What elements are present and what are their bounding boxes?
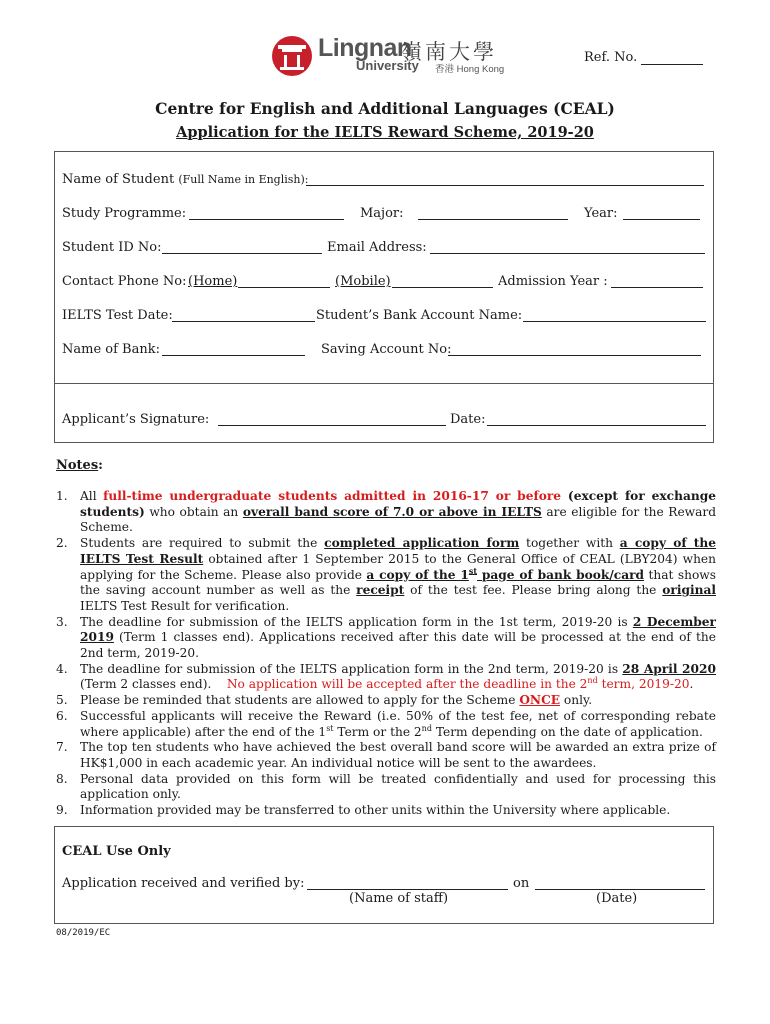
date-caption: (Date): [596, 891, 638, 906]
lingnan-emblem-icon: [270, 34, 314, 78]
list-item: 2. Students are required to submit the completed application form together with a copy of the IELTS Test Result obtained after 1 September 2015 to the General Office of CEAL (LBY204) when applying for the Scheme. Please also provide a copy of the 1st page of bank book/card that shows the saving account number as well as the receipt of the test fee. Please bring along the original IELTS Test Result for verification.: [56, 536, 717, 613]
student-id-label: Student ID No:: [62, 240, 162, 255]
bank-name-field[interactable]: [162, 355, 305, 356]
signature-label: Applicant’s Signature:: [62, 412, 210, 427]
logo-hong-kong: 香港 Hong Kong: [435, 64, 505, 75]
home-phone-label: (Home): [188, 274, 238, 289]
logo-university: University: [356, 58, 419, 73]
ref-no: Ref. No.: [584, 50, 703, 65]
ref-no-field[interactable]: [641, 52, 703, 65]
ielts-date-label: IELTS Test Date:: [62, 308, 173, 323]
major-field[interactable]: [418, 219, 568, 220]
signature-field[interactable]: [218, 425, 446, 426]
notes-heading: Notes:: [56, 458, 103, 473]
page-title: Centre for English and Additional Languages (CEAL): [155, 99, 615, 118]
university-logo: [270, 34, 510, 78]
contact-phone-label: Contact Phone No:: [62, 274, 187, 289]
signature-date-field[interactable]: [487, 425, 706, 426]
name-field[interactable]: [306, 185, 704, 186]
list-item: 8. Personal data provided on this form will be treated confidentially and used for processing this application only.: [56, 771, 716, 802]
list-item: 3. The deadline for submission of the IELTS application form in the 1st term, 2019-20 is 2 December 2019 (Term 1 classes end). Applications received after this date will be processed at the end of the 2nd term, 2019-20.: [56, 614, 716, 661]
bank-account-name-label: Student’s Bank Account Name:: [316, 308, 523, 323]
ielts-date-field[interactable]: [172, 321, 315, 322]
mobile-phone-label: (Mobile): [335, 274, 391, 289]
notes-list: [56, 489, 716, 819]
logo-chinese: 嶺南大學: [401, 40, 497, 64]
saving-account-field[interactable]: [448, 355, 701, 356]
staff-name-field[interactable]: [307, 889, 508, 890]
name-label: Name of Student (Full Name in English):: [62, 172, 309, 187]
list-item: 6. Successful applicants will receive the Reward (i.e. 50% of the test fee, net of corresponding rebate where applicable) after the end of the 1st Term or the 2nd Term depending on the date of application.: [56, 708, 716, 739]
year-label: Year:: [584, 206, 618, 221]
bank-account-name-field[interactable]: [523, 321, 706, 322]
received-date-field[interactable]: [535, 889, 705, 890]
list-item: 1. All full-time undergraduate students admitted in 2016-17 or before (except for exchange students) who obtain an overall band score of 7.0 or above in IELTS are eligible for the Reward Scheme.: [56, 489, 717, 535]
home-phone-field[interactable]: [238, 287, 330, 288]
list-item: 9. Information provided may be transferred to other units within the University where applicable.: [56, 803, 671, 818]
footer-code: 08/2019/EC: [56, 928, 111, 938]
received-label: Application received and verified by:: [62, 876, 305, 891]
list-item: 4. The deadline for submission of the IELTS application form in the 2nd term, 2019-20 is 28 April 2020 (Term 2 classes end). No application will be accepted after the deadline in the 2nd term, 2019-20.: [56, 661, 716, 692]
study-programme-field[interactable]: [189, 219, 344, 220]
bank-name-label: Name of Bank:: [62, 342, 160, 357]
admission-year-field[interactable]: [611, 287, 703, 288]
email-field[interactable]: [430, 253, 705, 254]
page-subtitle: Application for the IELTS Reward Scheme, 2019-20: [176, 124, 594, 141]
saving-account-label: Saving Account No:: [321, 342, 452, 357]
study-programme-label: Study Programme:: [62, 206, 187, 221]
mobile-phone-field[interactable]: [392, 287, 493, 288]
major-label: Major:: [360, 206, 404, 221]
admission-year-label: Admission Year :: [498, 274, 608, 289]
ceal-use-box: [54, 826, 714, 924]
student-id-field[interactable]: [162, 253, 322, 254]
staff-caption: (Name of staff): [349, 891, 449, 906]
form-divider: [54, 383, 714, 384]
year-field[interactable]: [623, 219, 700, 220]
application-form-box: [54, 151, 714, 443]
list-item: 7. The top ten students who have achieved the best overall band score will be awarded an extra prize of HK$1,000 in each academic year. An individual notice will be sent to the awardees.: [56, 740, 716, 770]
list-item: 5. Please be reminded that students are allowed to apply for the Scheme ONCE only.: [56, 693, 593, 708]
signature-date-label: Date:: [450, 412, 486, 427]
logo-name: Lingnan: [318, 34, 412, 62]
ceal-use-heading: CEAL Use Only: [62, 844, 171, 859]
email-label: Email Address:: [327, 240, 427, 255]
on-label: on: [513, 876, 530, 891]
